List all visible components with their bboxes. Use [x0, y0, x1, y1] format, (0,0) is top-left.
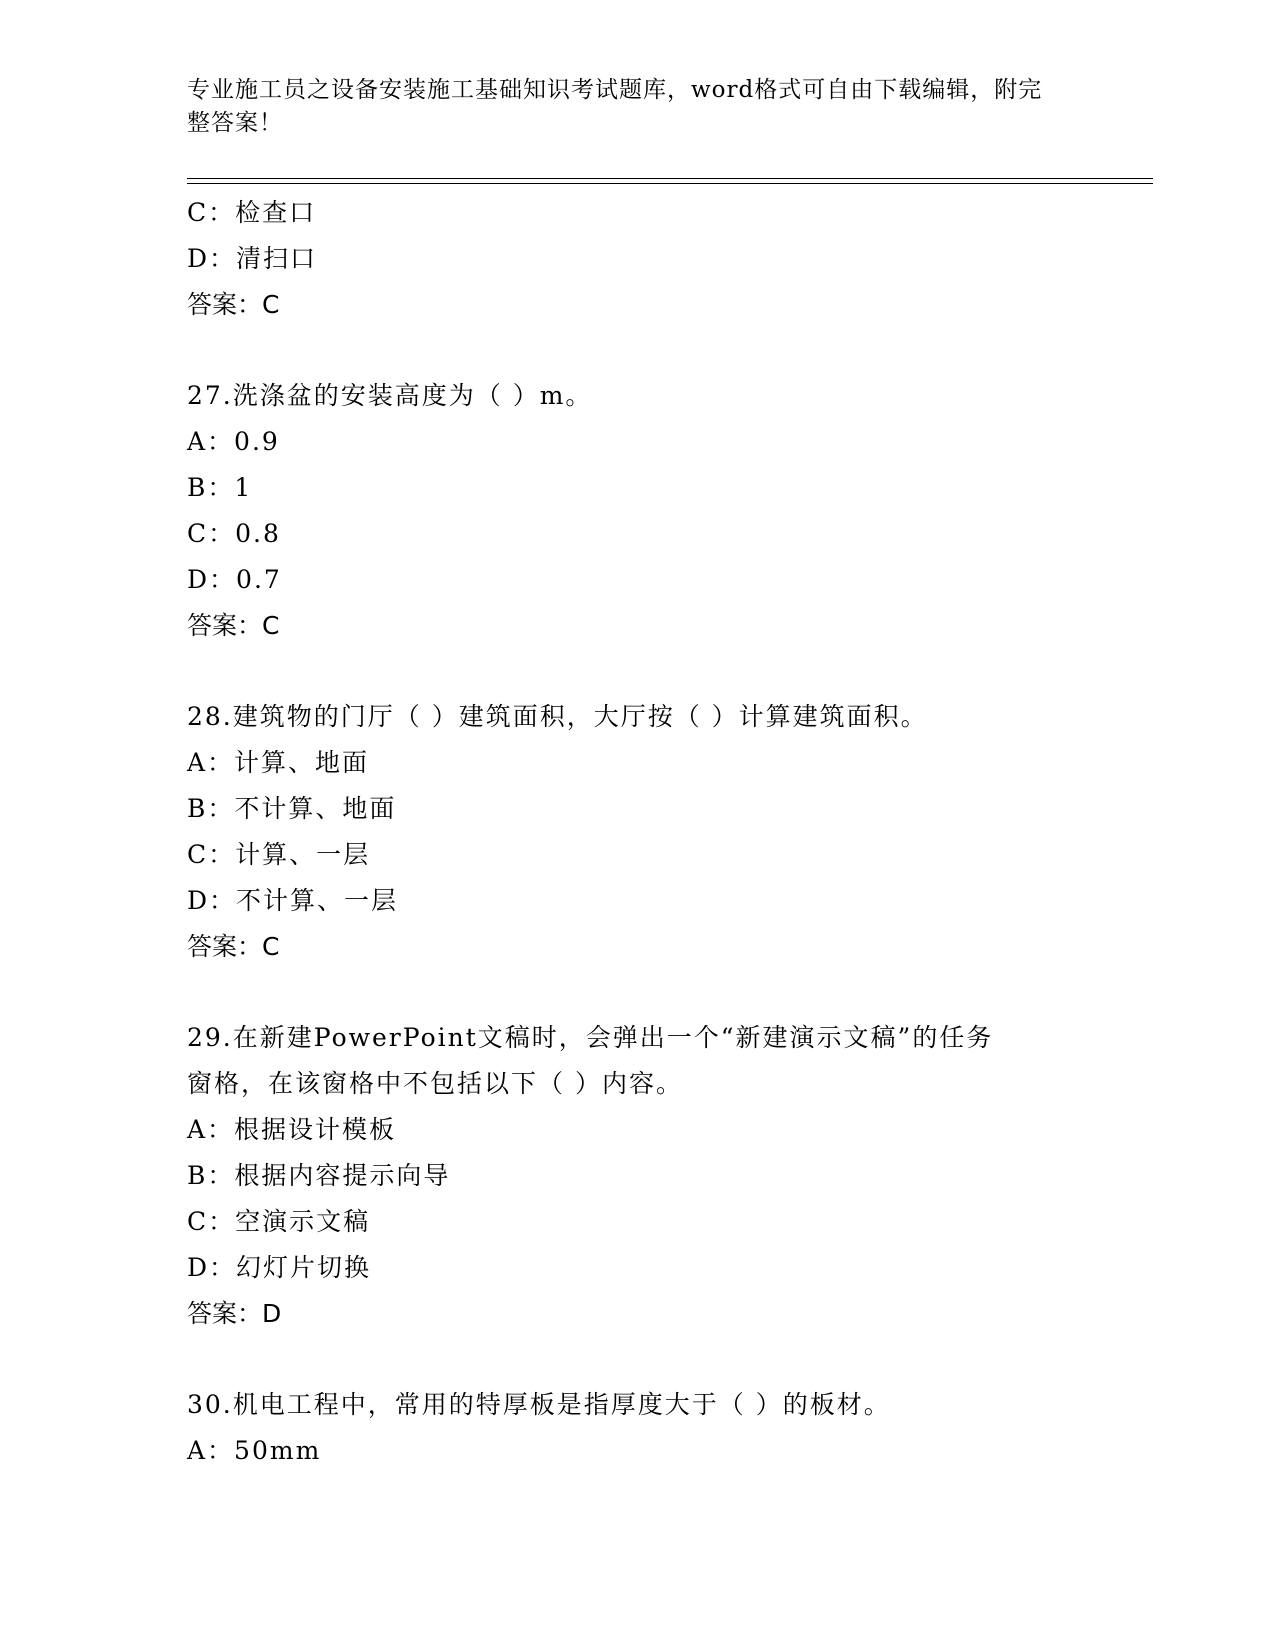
- question-30: [187, 1382, 1153, 1474]
- question-28: [187, 694, 1153, 970]
- option-a: A：计算、地面: [187, 748, 370, 777]
- option-b: B：根据内容提示向导: [187, 1161, 451, 1190]
- question-27: [187, 373, 1153, 649]
- question-stem: 28.建筑物的门厅（ ）建筑面积，大厅按（ ）计算建筑面积。: [187, 702, 928, 731]
- answer-line: 答案：C: [187, 290, 280, 319]
- option-c: C：计算、一层: [187, 840, 371, 869]
- spacer: [187, 1337, 1153, 1382]
- header-divider-top: [187, 178, 1153, 179]
- option-b: B：不计算、地面: [187, 794, 397, 823]
- header-divider-bottom: [187, 183, 1153, 184]
- option-a: A：50mm: [187, 1436, 322, 1465]
- question-list: [187, 190, 1153, 1474]
- answer-line: 答案：C: [187, 611, 280, 640]
- header-title-line-1: 专业施工员之设备安装施工基础知识考试题库，word格式可自由下载编辑，附完: [187, 77, 1043, 103]
- answer-line: 答案：D: [187, 1299, 282, 1328]
- question-29: [187, 1015, 1153, 1337]
- spacer: [187, 970, 1153, 1015]
- option-d: D：不计算、一层: [187, 886, 399, 915]
- option-c: C：0.8: [187, 519, 281, 548]
- spacer: [187, 649, 1153, 694]
- spacer: [187, 328, 1153, 373]
- option-d: D：0.7: [187, 565, 282, 594]
- question-stem: 30.机电工程中，常用的特厚板是指厚度大于（ ）的板材。: [187, 1390, 891, 1419]
- header-title-line-2: 整答案！: [187, 110, 283, 136]
- question-stem-line-2: 窗格，在该窗格中不包括以下（ ）内容。: [187, 1069, 683, 1098]
- option-c: C：检查口: [187, 198, 317, 227]
- question-26-continued: [187, 190, 1153, 328]
- option-c: C：空演示文稿: [187, 1207, 371, 1236]
- question-stem-line-1: 29.在新建PowerPoint文稿时，会弹出一个“新建演示文稿”的任务: [187, 1023, 994, 1052]
- answer-line: 答案：C: [187, 932, 280, 961]
- option-b: B：1: [187, 473, 253, 502]
- option-d: D：幻灯片切换: [187, 1253, 372, 1282]
- option-a: A：0.9: [187, 427, 280, 456]
- option-d: D：清扫口: [187, 244, 318, 273]
- question-stem: 27.洗涤盆的安装高度为（ ）m。: [187, 381, 593, 410]
- option-a: A：根据设计模板: [187, 1115, 397, 1144]
- document-header: [187, 74, 1087, 140]
